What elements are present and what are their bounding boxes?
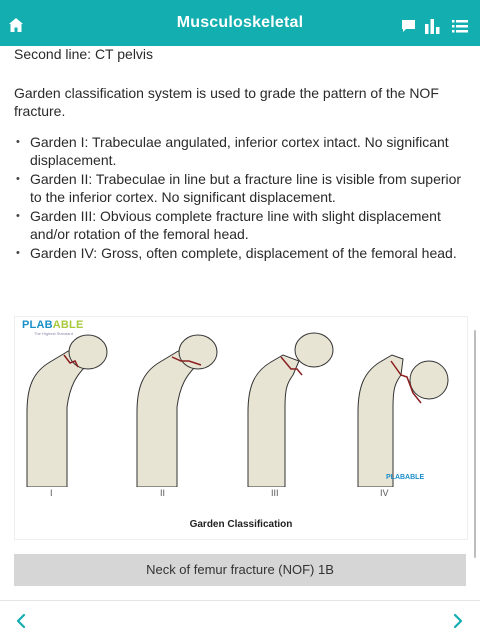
garden-label: II bbox=[160, 488, 166, 498]
stats-icon[interactable] bbox=[424, 18, 441, 34]
femur-garden-2 bbox=[137, 335, 217, 487]
garden-label: IV bbox=[380, 488, 389, 498]
list-item: • Garden III: Obvious complete fracture line with slight displacement and/or rotation of the femoral head. bbox=[14, 207, 466, 244]
garden-label: I bbox=[50, 488, 53, 498]
plabable-logo: PLABABLE bbox=[22, 319, 84, 331]
logo-tagline: The Highest Standard bbox=[34, 331, 73, 336]
list-item: • Garden I: Trabeculae angulated, inferior cortex intact. No significant displacement. bbox=[14, 133, 466, 170]
plabable-watermark: PLABABLE bbox=[386, 474, 425, 481]
femur-illustrations bbox=[15, 317, 469, 487]
footer-nav bbox=[0, 600, 480, 640]
chat-icon[interactable] bbox=[401, 19, 416, 34]
app-header bbox=[0, 0, 480, 46]
chevron-left-icon[interactable] bbox=[14, 613, 28, 629]
intro-text: Garden classification system is used to grade the pattern of the NOF fracture. bbox=[14, 84, 439, 119]
garden-classification-figure[interactable] bbox=[14, 316, 468, 540]
garden-list bbox=[14, 133, 466, 263]
figure-caption: Garden Classification bbox=[189, 519, 293, 530]
chevron-right-icon[interactable] bbox=[451, 613, 465, 629]
list-item: • Garden IV: Gross, often complete, displacement of the femoral head. bbox=[14, 244, 466, 263]
femur-garden-1 bbox=[27, 335, 107, 487]
article-body bbox=[14, 44, 466, 262]
menu-icon[interactable] bbox=[452, 20, 468, 33]
garden-label: III bbox=[271, 488, 279, 498]
femur-garden-4 bbox=[358, 355, 448, 487]
second-line-text: Second line: CT pelvis bbox=[14, 46, 154, 62]
femur-garden-3 bbox=[248, 333, 333, 487]
topic-button[interactable]: Neck of femur fracture (NOF) 1B bbox=[14, 554, 466, 586]
page-title: Musculoskeletal bbox=[176, 14, 304, 31]
scrollbar[interactable] bbox=[474, 330, 476, 558]
list-item: • Garden II: Trabeculae in line but a fracture line is visible from superior to the inferior cortex. No significant displacement. bbox=[14, 170, 466, 207]
